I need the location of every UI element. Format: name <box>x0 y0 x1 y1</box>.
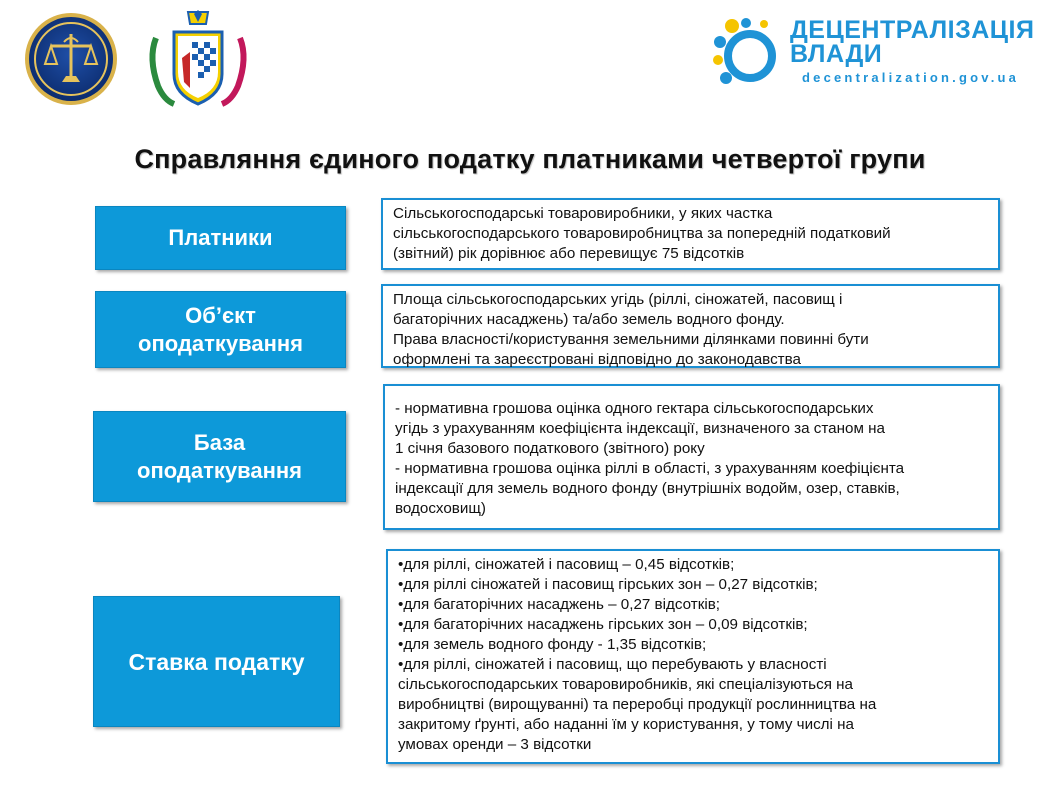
label-payers <box>95 206 346 270</box>
desc-tax-base <box>383 384 1000 530</box>
label-tax-object-text: Об’єкт оподаткування <box>138 302 303 356</box>
desc-tax-object-text: Площа сільськогосподарських угідь (ріллі, сіножатей, пасовищ і багаторічних насаджень) та/або земель водного фонду. Права власності/користування земельними ділянками повинні бути оформлені та зареєстровані відповідно до законодавства <box>393 291 869 368</box>
list-item: •для ріллі, сіножатей і пасовищ, що перебувають у власності сільськогосподарських товаровиробників, які спеціалізуються на виробництві (вирощуванні) та переробці продукції рослинництва на закритому ґрунті, або наданні їм у користування, у тому числі на умовах оренди – 3 відсотки <box>398 656 877 753</box>
desc-tax-rate <box>386 549 1000 764</box>
decentralization-url: decentralization.gov.ua <box>802 70 1020 85</box>
label-tax-rate <box>93 596 340 727</box>
decentralization-emblem-icon <box>712 16 790 92</box>
desc-payers <box>381 198 1000 270</box>
list-item: •для ріллі сіножатей і пасовищ гірських зон – 0,27 відсотків; <box>398 576 818 593</box>
region-coat-of-arms-icon <box>144 8 252 112</box>
label-tax-base-text: База оподаткування <box>137 429 302 483</box>
list-item: •для земель водного фонду - 1,35 відсотків; <box>398 636 707 653</box>
decentralization-logo <box>712 14 1042 92</box>
desc-tax-object <box>381 284 1000 368</box>
decentralization-title: ДЕЦЕНТРАЛІЗАЦІЯ ВЛАДИ <box>790 16 1035 68</box>
list-item: •для багаторічних насаджень – 0,27 відсотків; <box>398 596 720 613</box>
list-item: •для ріллі, сіножатей і пасовищ – 0,45 відсотків; <box>398 556 735 573</box>
list-item: •для багаторічних насаджень гірських зон – 0,09 відсотків; <box>398 616 808 633</box>
label-tax-rate-text: Ставка податку <box>128 648 305 675</box>
desc-tax-base-text: - нормативна грошова оцінка одного гектара сільськогосподарських угідь з урахуванням коефіцієнта індексації, визначеного за станом на 1 січня базового податкового (звітного) року - нормативна грошова оцінка ріллі в області, з урахуванням коефіцієнта індексації для земель водного фонду (внутрішніх водойм, озер, ставків, водосховищ) <box>395 400 905 517</box>
label-payers-text: Платники <box>168 225 273 250</box>
label-tax-object <box>95 291 346 368</box>
page-title: Справляння єдиного податку платниками четвертої групи <box>134 144 926 174</box>
label-tax-base <box>93 411 346 502</box>
desc-payers-text: Сільськогосподарські товаровиробники, у яких частка сільськогосподарського товаровиробництва за попередній податковий (звітний) рік дорівнює або перевищує 75 відсотків <box>393 205 891 262</box>
tax-service-emblem-icon <box>24 12 118 106</box>
